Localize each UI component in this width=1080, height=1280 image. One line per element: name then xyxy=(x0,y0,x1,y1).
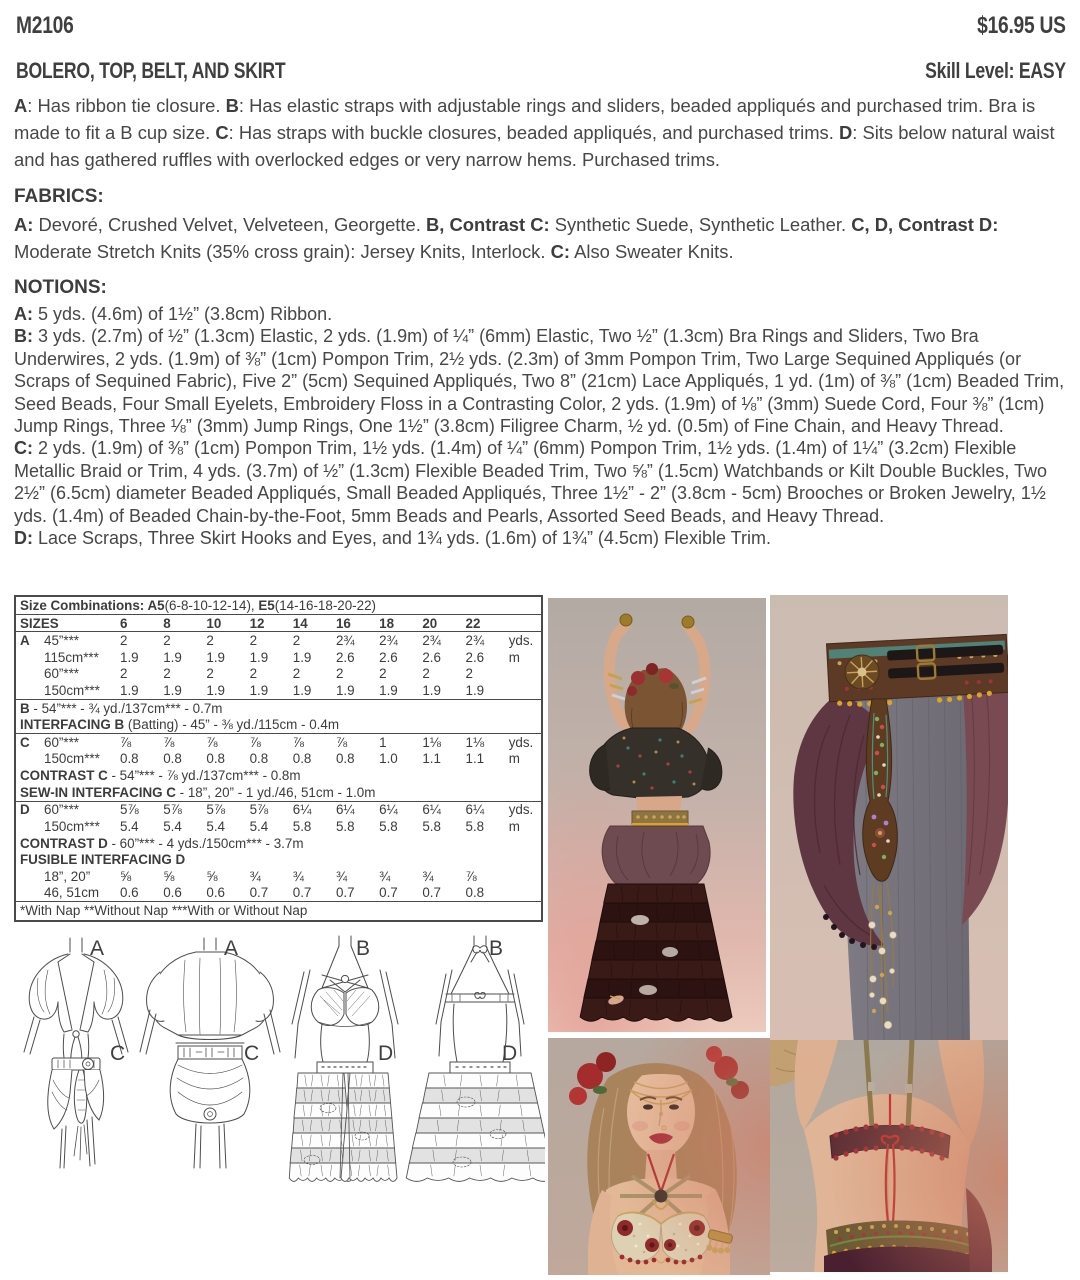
model-front-bra-photo xyxy=(548,1038,770,1275)
size-table-row: 46, 51cm 0.6 0.6 0.6 0.7 0.7 0.7 0.7 0.7 0.8 xyxy=(16,885,541,902)
size-table-row: INTERFACING B (Batting) - 45” - ⅜ yd./115cm - 0.4m xyxy=(16,717,541,734)
size-table-row: A 45”*** 2 2 2 2 2 2¾ 2¾ 2¾ 2¾ yds. xyxy=(20,633,534,649)
notions-paragraph: D: Lace Scraps, Three Skirt Hooks and Eyes, and 1¾ yds. (1.6m) of 1¾” (4.5cm) Flexible Trim. xyxy=(14,528,771,549)
size-table-row: 150cm*** 5.4 5.4 5.4 5.4 5.8 5.8 5.8 5.8 5.8 m xyxy=(44,818,520,834)
drawing-label-d-front: D xyxy=(378,1042,394,1065)
fabrics-heading: FABRICS: xyxy=(14,186,104,207)
size-table-row: 18”, 20” ⅝ ⅝ ⅝ ¾ ¾ ¾ ¾ ¾ ⅞ xyxy=(44,868,477,884)
skill-level-text: Skill Level: EASY xyxy=(925,58,1066,83)
drawing-label-d-back: D xyxy=(502,1042,518,1065)
size-table xyxy=(14,595,543,922)
drawing-label-b-back: B xyxy=(489,937,504,960)
model-back-bra-photo xyxy=(770,1040,1008,1272)
notions-paragraph: C: 2 yds. (1.9m) of ⅜” (1cm) Pompon Trim, 1½ yds. (1.4m) of ¼” (6mm) Pompon Trim, 1½ yds. (1.4m) of 1¼” (3.2cm) Flexible Metallic Braid or Trim, 4 yds. (3.7m) of ½” (1.3cm) Flexible Beaded Trim, Two ⅝” (1.5cm) Watchbands or Kilt Double Buckles, Two 2½” (6.5cm) diameter Beaded Appliqués, Small Beaded Appliqués, Three 1½” - 2” (3.8cm - 5cm) Brooches or Broken Jewelry, 1½ yds. (1.4m) of Beaded Chain-by-the-Foot, 5mm Beads and Pearls, Assorted Seed Beads, and Heavy Thread. xyxy=(14,438,1048,526)
size-table-row: SIZES 6 8 10 12 14 16 18 20 22 xyxy=(16,616,541,633)
size-table-row: 150cm*** 1.9 1.9 1.9 1.9 1.9 1.9 1.9 1.9 1.9 xyxy=(16,683,541,700)
notions-text xyxy=(14,303,1068,549)
pattern-number-text: M2106 xyxy=(16,12,74,39)
size-table-row: D 60”*** 5⅞ 5⅞ 5⅞ 5⅞ 6¼ 6¼ 6¼ 6¼ 6¼ yds. xyxy=(20,802,534,818)
size-table-row: B - 54”*** - ¾ yd./137cm*** - 0.7m xyxy=(20,700,223,716)
drawing-label-c-front: C xyxy=(110,1042,126,1065)
notions-paragraph: A: 5 yds. (4.6m) of 1½” (3.8cm) Ribbon. xyxy=(14,304,333,324)
page-title xyxy=(16,58,353,84)
skill-level xyxy=(890,58,1066,84)
notions-heading: NOTIONS: xyxy=(14,277,107,298)
size-table-row: 60”*** 2 2 2 2 2 2 2 2 2 xyxy=(44,666,473,682)
size-table-row: *With Nap **Without Nap ***With or Without Nap xyxy=(20,902,308,918)
size-table-row: C 60”*** ⅞ ⅞ ⅞ ⅞ ⅞ ⅞ 1 1⅛ 1⅛ yds. xyxy=(20,734,534,750)
price xyxy=(955,12,1066,40)
page-title-text: BOLERO, TOP, BELT, AND SKIRT xyxy=(16,58,286,83)
garment-description: A: Has ribbon tie closure. B: Has elastic straps with adjustable rings and sliders, beaded appliqués and purchased trim. Bra is made to fit a B cup size. C: Has straps with buckle closures, beaded appliqués, and purchased trims. D: Sits below natural waist and has gathered ruffles with overlocked edges or very narrow hems. Purchased trims. xyxy=(14,95,1055,170)
drawing-label-b-front: B xyxy=(356,937,371,960)
size-table-row: 150cm*** 0.8 0.8 0.8 0.8 0.8 0.8 1.0 1.1 1.1 m xyxy=(44,751,520,767)
size-table-row: SEW-IN INTERFACING C - 18”, 20” - 1 yd./46, 51cm - 1.0m xyxy=(16,785,541,802)
size-table-row: 115cm*** 1.9 1.9 1.9 1.9 1.9 2.6 2.6 2.6 2.6 m xyxy=(44,649,520,665)
fabrics-text: A: Devoré, Crushed Velvet, Velveteen, Georgette. B, Contrast C: Synthetic Suede, Synthetic Leather. C, D, Contrast D: Moderate Stretch Knits (35% cross grain): Jersey Knits, Interlock. C: Also Sweater Knits. xyxy=(14,214,999,262)
notions-paragraph: B: 3 yds. (2.7m) of ½” (1.3cm) Elastic, 2 yds. (1.9m) of ¼” (6mm) Elastic, Two ½” (1.3cm) Bra Rings and Sliders, Two Bra Underwires, 2 yds. (1.9m) of ⅜” (1cm) Pompon Trim, 2½ yds. (2.3m) of 3mm Pompon Trim, Two Large Sequined Appliqués (or Scraps of Sequined Fabric), Five 2” (5cm) Sequined Appliqués, Two 8” (21cm) Lace Appliqués, 1 yd. (1m) of ⅜” (1cm) Beaded Trim, Seed Beads, Four Small Eyelets, Embroidery Floss in a Contrasting Color, 2 yds. (1.9m) of ⅛” (3mm) Suede Cord, Four ⅜” (1cm) Jump Rings, Three ⅛” (3mm) Jump Rings, One 1½” (3.8cm) Filigree Charm, ½ yd. (0.5m) of Fine Chain, and Heavy Thread. xyxy=(14,326,1065,437)
drawing-label-c-back: C xyxy=(244,1042,260,1065)
size-table-row: CONTRAST C - 54”*** - ⅞ yd./137cm*** - 0.8m xyxy=(20,768,301,784)
drawing-view-b-back xyxy=(406,936,545,1181)
garment-line-drawings xyxy=(0,930,545,1190)
size-table-row: CONTRAST D - 60”*** - 4 yds./150cm*** - 3.7m xyxy=(20,835,304,851)
drawing-label-a-back: A xyxy=(224,937,239,960)
pattern-number xyxy=(16,12,88,40)
price-text: $16.95 US xyxy=(977,12,1066,39)
model-back-dancing-photo xyxy=(548,598,766,1032)
belt-detail-photo xyxy=(770,595,1008,1045)
drawing-label-a-front: A xyxy=(90,937,105,960)
size-table-row: Size Combinations: A5(6-8-10-12-14), E5(14-16-18-20-22) xyxy=(16,598,541,615)
size-table-row: FUSIBLE INTERFACING D xyxy=(20,852,186,868)
